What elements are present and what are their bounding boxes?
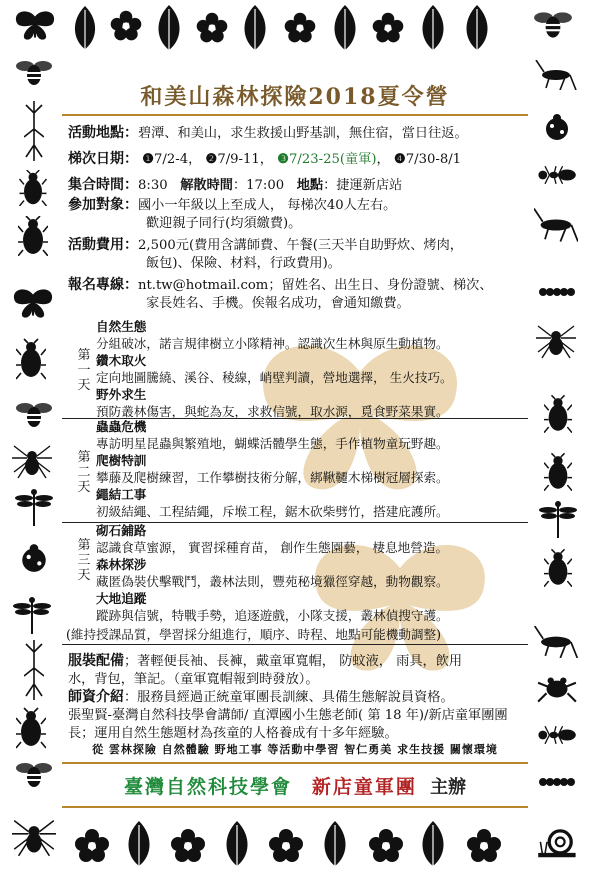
beetle-icon — [18, 170, 48, 206]
day-3-activity-2-title: 森林探涉 — [96, 557, 147, 572]
page-title: 和美山森林探險2018夏令營 — [140, 84, 450, 110]
leaf-icon — [70, 6, 100, 54]
day-2-activity-3-text: 初級結繩、工程結繩，斥堠工程，鋸木砍柴劈竹，搭建庇護所。 — [96, 504, 449, 519]
flower-icon — [194, 10, 230, 46]
spider-icon — [12, 440, 52, 480]
beetle-icon — [544, 548, 572, 588]
spider-icon — [12, 814, 56, 858]
sessions-row — [68, 150, 528, 169]
meeting-label: 集合時間： — [68, 177, 138, 193]
participants-label: 參加對象： — [68, 197, 138, 213]
day-1-schedule — [96, 318, 526, 420]
leaf-icon — [330, 4, 360, 56]
dragonfly-icon — [538, 500, 578, 540]
day-3-activity-3-text: 蹤跡與信號，特戰手勢，追逐遊戲，小隊支援，叢林偵搜守護。 — [96, 608, 449, 623]
bee-icon — [14, 400, 54, 430]
frog-icon — [536, 672, 578, 704]
spider-icon — [536, 320, 576, 360]
beetle-icon — [544, 450, 572, 494]
beetle-icon — [16, 334, 46, 384]
organizer-role: 主辦 — [430, 777, 467, 798]
session-3-tail: ， — [376, 152, 390, 167]
fee-line2: 飯包)、保險、材料，行政費用)。 — [146, 256, 341, 271]
participants-line2: 歡迎親子同行(均須繳費)。 — [146, 216, 302, 231]
organizer-1: 臺灣自然科技學會 — [123, 776, 292, 798]
footer-divider — [62, 806, 528, 808]
leaf-icon — [240, 4, 270, 56]
day-3-schedule — [96, 522, 526, 624]
ant-icon — [534, 164, 578, 186]
signup-row — [68, 276, 528, 313]
gear-line1: ；著輕便長袖、長褲，戴童軍寬帽， 防蚊液， 雨具，飲用 — [124, 654, 463, 669]
dismiss-label: 解散時間 — [180, 178, 233, 193]
session-1-number: ❶ — [142, 152, 155, 167]
organizer-line — [0, 772, 590, 799]
leaf-icon — [124, 818, 154, 874]
session-4-date: 7/30-8/1 — [405, 152, 462, 167]
leaf-icon — [154, 2, 184, 58]
day-1-activity-1-text: 分組破冰，諾言規律樹立小隊精神。認識次生林與原生動植物。 — [96, 336, 449, 351]
gear-line2: 水，背包，筆記。（童軍寬帽報到時發放）。 — [68, 672, 319, 687]
participants-row — [68, 196, 528, 233]
day-1-activity-3-text: 預防叢林傷害，與蛇為友，求救信號，取水源，覓食野菜果實。 — [96, 404, 449, 419]
slogan: 從 雲林探險 自然體驗 野地工事 等活動中學習 智仁勇美 求生技援 關懷環境 — [92, 743, 498, 756]
day-2-activity-2-title: 爬樹特訓 — [96, 453, 147, 468]
day-2-label: 第 二 天 — [77, 450, 91, 495]
cricket-icon — [534, 208, 578, 242]
session-3-date: 7/23-25 — [289, 152, 340, 167]
flower-icon — [266, 826, 306, 866]
dragonfly-icon — [12, 596, 52, 636]
gear-label: 服裝配備 — [68, 653, 124, 669]
stick-insect-icon — [24, 640, 44, 700]
participants-line1: 國小一年級以上至成人， 每梯次40人左右。 — [138, 198, 397, 213]
flower-icon — [282, 10, 318, 46]
gear-row — [68, 652, 528, 689]
place-label: 地點 — [296, 178, 324, 193]
session-2-number: ❷ — [205, 152, 218, 167]
flower-icon — [72, 826, 112, 866]
day-3-label: 第 三 天 — [77, 538, 91, 583]
session-1-date: 7/2-4， — [154, 152, 202, 167]
cricket-icon — [534, 626, 578, 658]
day-3-activity-3-title: 大地追蹤 — [96, 591, 147, 606]
meeting-time: 8:30 — [138, 178, 168, 193]
bee-icon — [532, 8, 574, 42]
flower-icon — [464, 826, 504, 866]
ladybug-icon — [542, 112, 572, 142]
sessions-label: 梯次日期： — [68, 151, 138, 167]
beetle-icon — [18, 216, 48, 256]
footer-divider — [62, 762, 528, 764]
day-1-activity-3-title: 野外求生 — [96, 387, 147, 402]
day-2-activity-1-text: 專訪明星昆蟲與繁殖地，蝴蝶活體學生態，手作植物童玩野趣。 — [96, 436, 449, 451]
day-2-activity-1-title: 蟲蟲危機 — [96, 419, 147, 434]
flower-icon — [168, 826, 208, 866]
leaf-icon — [418, 4, 448, 56]
title-divider — [62, 114, 528, 116]
day-1-activity-2-title: 鑽木取火 — [96, 353, 147, 368]
flower-icon — [108, 8, 144, 44]
session-3-note: (童軍) — [339, 152, 377, 167]
session-4-number: ❹ — [393, 152, 406, 167]
day-1-activity-1-title: 自然生態 — [96, 319, 147, 334]
location-label: 活動地點： — [68, 125, 138, 141]
note-divider — [62, 644, 528, 645]
dismiss-time: ：17:00 — [232, 178, 285, 193]
caterpillar-icon — [536, 284, 580, 300]
snail-icon — [536, 826, 580, 860]
location-text: 碧潭、和美山，求生救援山野基訓，無住宿，當日往返。 — [138, 126, 468, 141]
day-1-activity-2-text: 定向地圖騰繞、溪谷、稜線，峭壁判讀，營地選擇， 生火技巧。 — [96, 370, 453, 385]
day-2-activity-3-title: 繩結工事 — [96, 487, 147, 502]
leaf-icon — [222, 818, 252, 874]
location-row — [68, 124, 528, 143]
beetle-icon — [544, 392, 572, 436]
fee-line1: 2,500元(費用含講師費、午餐(三天半自助野炊、烤肉， — [138, 238, 463, 253]
session-2-date: 7/9-11， — [217, 152, 273, 167]
day-1-label: 第 一 天 — [77, 348, 91, 393]
dragonfly-icon — [14, 488, 54, 528]
signup-label: 報名專線： — [68, 277, 138, 293]
staff-line2: 張聖賢-臺灣自然科技學會講師/ 直潭國小生態老師( 第 18 年)/新店童軍團團 — [68, 708, 508, 723]
place-text: ：捷運新店站 — [323, 178, 403, 193]
leaf-icon — [418, 818, 448, 874]
day-2-schedule — [96, 418, 526, 520]
flower-icon — [370, 10, 406, 46]
staff-line3: 長；運用自然生態題材為孩童的人格養成有十多年經驗。 — [68, 726, 398, 741]
ladybug-icon — [18, 542, 50, 574]
day-2-activity-2-text: 攀藤及爬樹練習，工作攀樹技術分解，綁鞦韆木梯樹冠層探索。 — [96, 470, 449, 485]
leaf-icon — [320, 818, 350, 874]
flower-icon — [366, 826, 406, 866]
day-3-activity-1-text: 認識食草蜜源， 實習採種育苗， 創作生態園藝， 棲息地營造。 — [96, 540, 449, 555]
staff-line1: ：服務員經過正統童軍團長訓練、具備生態解說員資格。 — [124, 690, 454, 705]
fee-row — [68, 236, 528, 273]
staff-row — [68, 688, 528, 743]
schedule-note: (維持授課品質，學習採分組進行，順序、時程、地點可能機動調整) — [66, 627, 442, 642]
leaf-icon — [462, 4, 492, 56]
day-3-activity-2-text: 藏匿偽裝伏擊戰鬥，叢林法則，豐苑秘境獵徑穿越，動物觀察。 — [96, 574, 449, 589]
day-3-activity-1-title: 砌石鋪路 — [96, 523, 147, 538]
session-3-number: ❸ — [277, 152, 290, 167]
organizer-2: 新店童軍團 — [311, 776, 417, 798]
staff-label: 師資介紹 — [68, 689, 124, 705]
signup-line2: 家長姓名、手機。俟報名成功，會通知繳費。 — [146, 296, 410, 311]
butterfly-icon — [14, 10, 56, 42]
meeting-row — [68, 176, 528, 195]
fee-label: 活動費用： — [68, 237, 138, 253]
butterfly-icon — [12, 288, 54, 320]
signup-line1: nt.tw@hotmail.com；留姓名、出生日、身份證號、梯次、 — [138, 278, 493, 293]
